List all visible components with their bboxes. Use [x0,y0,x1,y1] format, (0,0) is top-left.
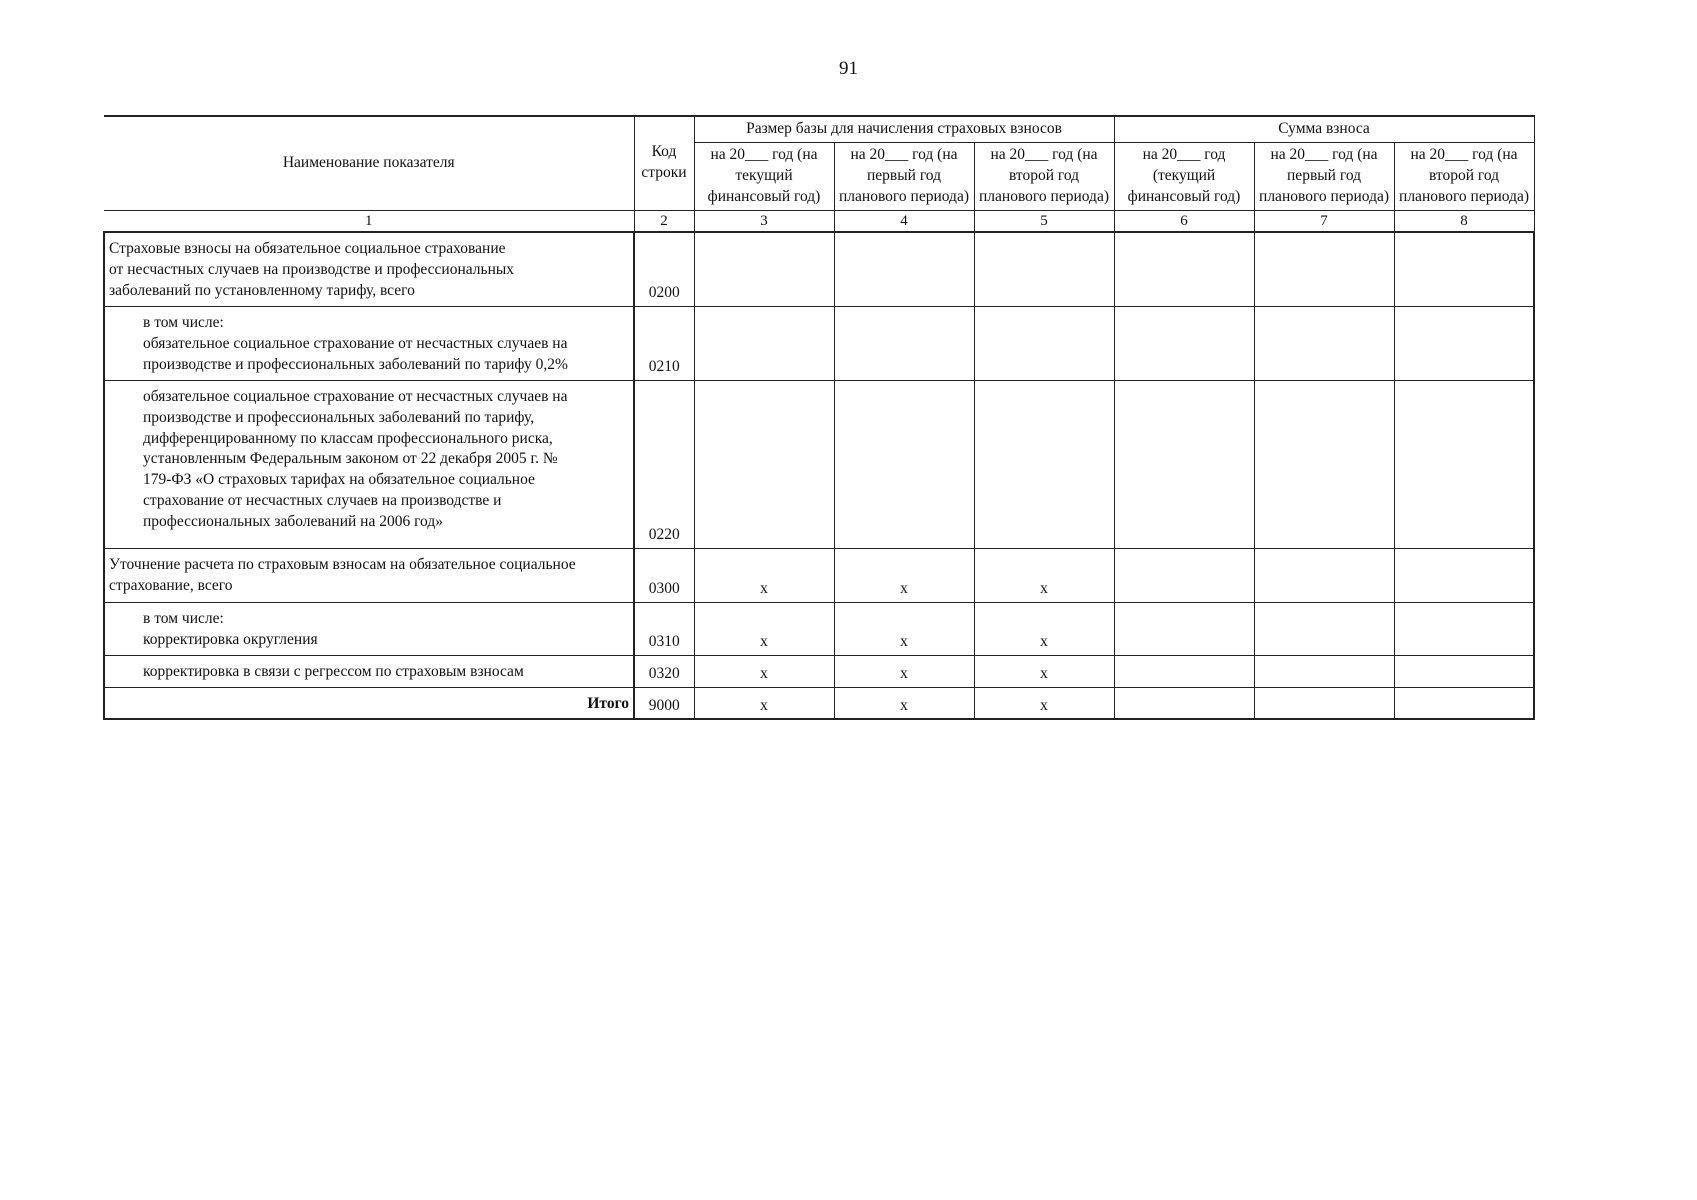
value-cell[interactable] [1394,602,1534,655]
header-sum-col-2: на 20___ год (на первый год планового периода) [1254,142,1394,210]
value-cell[interactable] [1254,602,1394,655]
value-cell[interactable] [834,306,974,380]
value-cell[interactable] [694,232,834,306]
header-sum-group: Сумма взноса [1114,116,1534,142]
table-row [104,232,1534,306]
header-base-col-2: на 20___ год (на первый год планового периода) [834,142,974,210]
col-number: 3 [694,210,834,232]
value-cell[interactable] [694,306,834,380]
page-number: 91 [839,58,858,79]
value-cell[interactable] [1114,306,1254,380]
total-label: Итого [104,687,634,719]
value-cell[interactable] [694,380,834,548]
header-base-group: Размер базы для начисления страховых взносов [694,116,1114,142]
value-cell: х [974,655,1114,687]
row-label: в том числе: обязательное социальное страхование от несчастных случаев на производстве и профессиональных заболеваний по тарифу 0,2% [104,306,634,380]
row-label: Уточнение расчета по страховым взносам на обязательное социальное страхование, всего [104,548,634,602]
value-cell[interactable] [974,306,1114,380]
value-cell: х [974,687,1114,719]
row-code: 0200 [634,232,694,306]
value-cell[interactable] [834,232,974,306]
row-code: 0320 [634,655,694,687]
col-number: 2 [634,210,694,232]
row-code: 0210 [634,306,694,380]
header-base-col-3: на 20___ год (на второй год планового периода) [974,142,1114,210]
value-cell[interactable] [1114,380,1254,548]
row-code: 0300 [634,548,694,602]
table-row [104,548,1534,602]
value-cell[interactable] [974,380,1114,548]
row-code: 0310 [634,602,694,655]
header-sum-col-1: на 20___ год (текущий финансовый год) [1114,142,1254,210]
value-cell: х [974,548,1114,602]
row-label: в том числе: корректировка округления [104,602,634,655]
table-row [104,655,1534,687]
row-code: 9000 [634,687,694,719]
value-cell: х [694,655,834,687]
value-cell[interactable] [1114,232,1254,306]
value-cell[interactable] [1114,655,1254,687]
value-cell: х [834,602,974,655]
table-row [104,380,1534,548]
row-label: Страховые взносы на обязательное социальное страхование от несчастных случаев на производстве и профессиональных заболеваний по установленному тарифу, всего [104,232,634,306]
value-cell[interactable] [1394,380,1534,548]
value-cell[interactable] [834,380,974,548]
value-cell[interactable] [1114,602,1254,655]
value-cell[interactable] [1394,306,1534,380]
col-number: 7 [1254,210,1394,232]
header-name: Наименование показателя [104,116,634,210]
header-code: Код строки [634,116,694,210]
value-cell[interactable] [1114,548,1254,602]
col-number: 6 [1114,210,1254,232]
value-cell[interactable] [1254,232,1394,306]
value-cell[interactable] [974,232,1114,306]
value-cell[interactable] [1254,306,1394,380]
value-cell[interactable] [1394,687,1534,719]
table-row [104,602,1534,655]
value-cell: х [834,548,974,602]
value-cell: х [694,548,834,602]
value-cell: х [834,687,974,719]
table-row [104,687,1534,719]
value-cell[interactable] [1254,380,1394,548]
row-code: 0220 [634,380,694,548]
row-label: обязательное социальное страхование от несчастных случаев на производстве и профессиональных заболеваний по тарифу, дифференцированному по классам профессионального риска, установленным Федеральным законом от 22 декабря 2005 г. № 179-ФЗ «О страховых тарифах на обязательное социальное страхование от несчастных случаев на производстве и профессиональных заболеваний на 2006 год» [104,380,634,548]
col-number: 1 [104,210,634,232]
value-cell[interactable] [1254,687,1394,719]
insurance-contributions-table [103,115,1535,720]
value-cell[interactable] [1114,687,1254,719]
row-label: корректировка в связи с регрессом по страховым взносам [104,655,634,687]
value-cell: х [834,655,974,687]
value-cell[interactable] [1254,548,1394,602]
header-base-col-1: на 20___ год (на текущий финансовый год) [694,142,834,210]
value-cell: х [694,602,834,655]
value-cell: х [694,687,834,719]
value-cell[interactable] [1394,548,1534,602]
table-row [104,306,1534,380]
value-cell[interactable] [1394,655,1534,687]
col-number: 4 [834,210,974,232]
header-sum-col-3: на 20___ год (на второй год планового периода) [1394,142,1534,210]
col-number: 5 [974,210,1114,232]
value-cell: х [974,602,1114,655]
col-number: 8 [1394,210,1534,232]
value-cell[interactable] [1394,232,1534,306]
value-cell[interactable] [1254,655,1394,687]
